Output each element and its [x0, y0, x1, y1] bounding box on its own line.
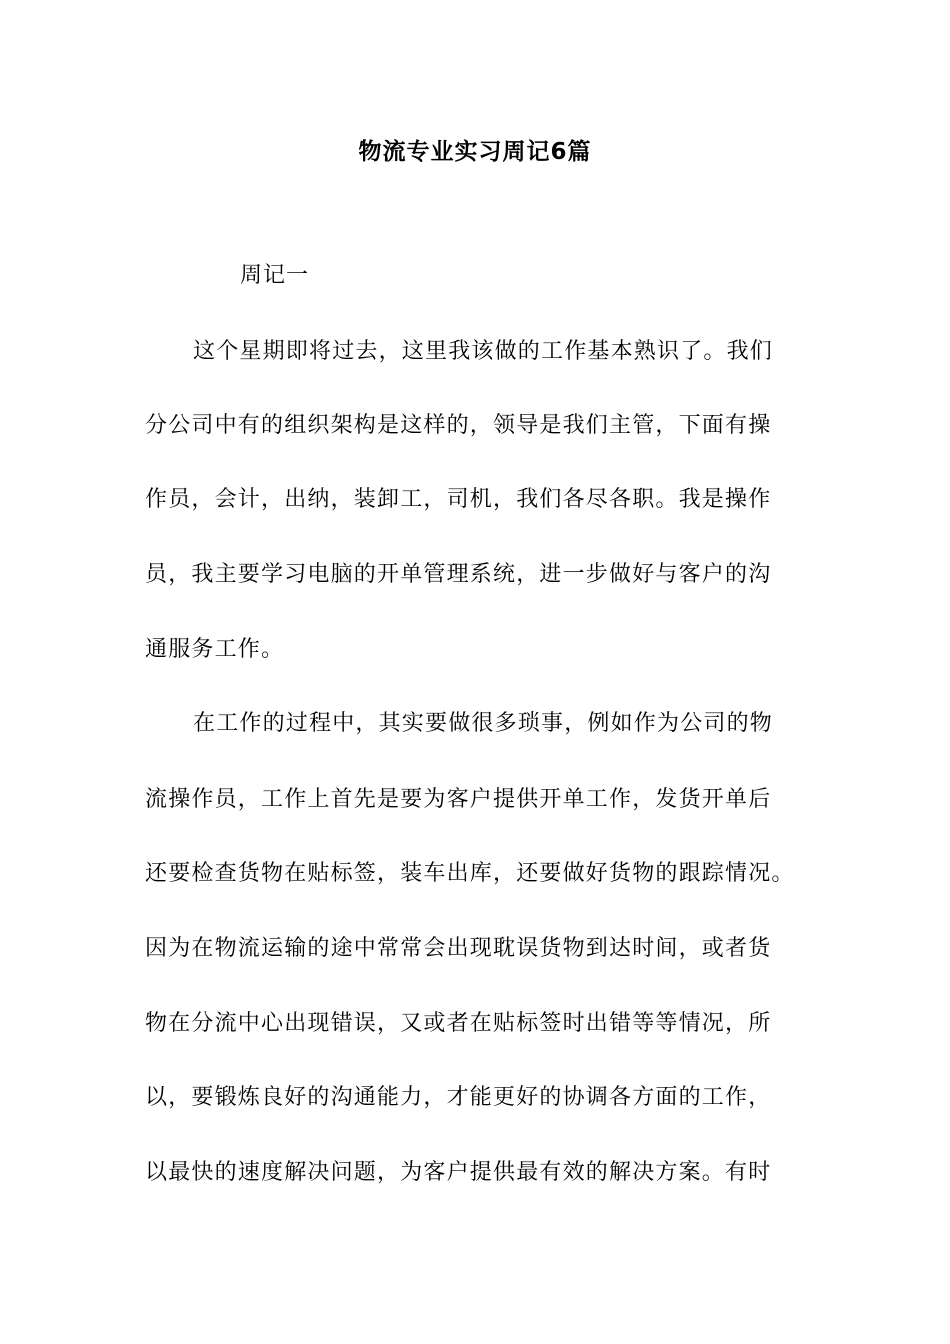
paragraph-2-line-7: 以最快的速度解决问题，为客户提供最有效的解决方案。有时 [145, 1160, 772, 1185]
paragraph-2-line-6: 以，要锻炼良好的沟通能力，才能更好的协调各方面的工作， [145, 1085, 772, 1110]
paragraph-2-line-3: 还要检查货物在贴标签，装车出库，还要做好货物的跟踪情况。 [145, 861, 795, 886]
section-heading: 周记一 [240, 263, 310, 288]
paragraph-2-line-1: 在工作的过程中，其实要做很多琐事，例如作为公司的物 [193, 711, 774, 736]
document-title: 物流专业实习周记6篇 [358, 139, 592, 165]
paragraph-1-line-2: 分公司中有的组织架构是这样的，领导是我们主管，下面有操 [145, 413, 772, 438]
paragraph-1-line-3: 作员，会计，出纳，装卸工，司机，我们各尽各职。我是操作 [145, 487, 772, 512]
paragraph-2-line-2: 流操作员，工作上首先是要为客户提供开单工作，发货开单后 [145, 787, 772, 812]
paragraph-2-line-4: 因为在物流运输的途中常常会出现耽误货物到达时间，或者货 [145, 936, 772, 961]
paragraph-2-line-5: 物在分流中心出现错误，又或者在贴标签时出错等等情况，所 [145, 1011, 772, 1036]
paragraph-1-line-4: 员，我主要学习电脑的开单管理系统，进一步做好与客户的沟 [145, 562, 772, 587]
paragraph-1-line-1: 这个星期即将过去，这里我该做的工作基本熟识了。我们 [193, 339, 774, 364]
paragraph-1-line-5: 通服务工作。 [145, 637, 285, 662]
